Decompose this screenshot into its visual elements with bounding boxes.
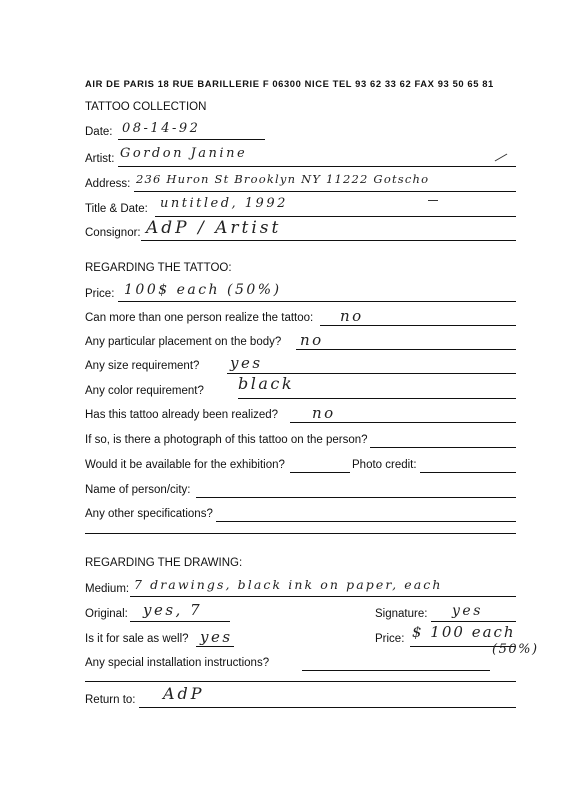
drawing-price-label: Price: bbox=[375, 633, 405, 645]
return-to-label: Return to: bbox=[85, 694, 136, 706]
return-to-value[interactable]: AdP bbox=[163, 684, 205, 703]
available-label: Would it be available for the exhibition? bbox=[85, 459, 285, 471]
for-sale-line bbox=[196, 646, 234, 647]
tattoo-price-line bbox=[118, 301, 516, 302]
color-line bbox=[238, 398, 516, 399]
other-specs-line-2[interactable] bbox=[85, 533, 516, 534]
more-than-one-line bbox=[320, 325, 516, 326]
photograph-label: If so, is there a photograph of this tattoo on the person? bbox=[85, 434, 368, 446]
tattoo-section-heading: REGARDING THE TATTOO: bbox=[85, 262, 232, 274]
return-to-line bbox=[139, 707, 516, 708]
name-city-line[interactable] bbox=[196, 497, 516, 498]
signature-label: Signature: bbox=[375, 608, 428, 620]
placement-line bbox=[296, 349, 516, 350]
other-specs-label: Any other specifications? bbox=[85, 508, 213, 520]
address-line bbox=[134, 191, 516, 192]
original-value[interactable]: yes, 7 bbox=[143, 601, 203, 619]
other-specs-line[interactable] bbox=[216, 521, 516, 522]
gallery-address-header: AIR DE PARIS 18 RUE BARILLERIE F 06300 NICE TEL 93 62 33 62 FAX 93 50 65 81 bbox=[85, 78, 494, 89]
artist-label: Artist: bbox=[85, 153, 115, 165]
realized-line bbox=[290, 422, 516, 423]
tattoo-price-label: Price: bbox=[85, 288, 115, 300]
consignor-label: Consignor: bbox=[85, 227, 141, 239]
consignor-line bbox=[141, 240, 516, 241]
size-label: Any size requirement? bbox=[85, 360, 200, 372]
photo-credit-label: Photo credit: bbox=[352, 459, 417, 471]
tattoo-price-value[interactable]: 100$ each (50%) bbox=[124, 282, 282, 298]
dash-mark bbox=[428, 200, 438, 201]
placement-value[interactable]: no bbox=[300, 331, 324, 349]
check-mark bbox=[495, 154, 508, 162]
drawing-price-note: (50%) bbox=[492, 642, 539, 657]
drawing-section-heading: REGARDING THE DRAWING: bbox=[85, 557, 243, 569]
original-line bbox=[130, 621, 230, 622]
signature-line bbox=[431, 621, 516, 622]
title-date-line bbox=[155, 216, 516, 217]
medium-label: Medium: bbox=[85, 583, 130, 595]
available-line[interactable] bbox=[290, 472, 350, 473]
medium-line bbox=[130, 596, 516, 597]
installation-line-2[interactable] bbox=[85, 681, 516, 682]
drawing-price-value[interactable]: $ 100 each bbox=[412, 623, 516, 641]
realized-value[interactable]: no bbox=[312, 404, 336, 422]
address-label: Address: bbox=[85, 178, 131, 190]
photograph-line[interactable] bbox=[370, 447, 516, 448]
color-label: Any color requirement? bbox=[85, 385, 204, 397]
date-line bbox=[118, 139, 265, 140]
realized-label: Has this tattoo already been realized? bbox=[85, 409, 279, 421]
address-value[interactable]: 236 Huron St Brooklyn NY 11222 Gotscho bbox=[136, 172, 430, 186]
consignor-value[interactable]: AdP / Artist bbox=[146, 218, 282, 238]
installation-label: Any special installation instructions? bbox=[85, 657, 270, 669]
artist-value[interactable]: Gordon Janine bbox=[120, 146, 248, 161]
date-value[interactable]: 08-14-92 bbox=[122, 121, 201, 136]
original-label: Original: bbox=[85, 608, 128, 620]
more-than-one-label: Can more than one person realize the tattoo: bbox=[85, 312, 314, 324]
installation-line[interactable] bbox=[302, 670, 490, 671]
placement-label: Any particular placement on the body? bbox=[85, 336, 282, 348]
color-value[interactable]: black bbox=[238, 374, 295, 393]
medium-value[interactable]: 7 drawings, black ink on paper, each bbox=[134, 577, 443, 592]
signature-value[interactable]: yes bbox=[452, 603, 483, 619]
date-label: Date: bbox=[85, 126, 113, 138]
for-sale-label: Is it for sale as well? bbox=[85, 633, 189, 645]
form-title: TATTOO COLLECTION bbox=[85, 101, 207, 113]
more-than-one-value[interactable]: no bbox=[340, 307, 364, 325]
for-sale-value[interactable]: yes bbox=[200, 628, 233, 646]
size-value[interactable]: yes bbox=[230, 354, 263, 372]
name-city-label: Name of person/city: bbox=[85, 484, 191, 496]
title-date-label: Title & Date: bbox=[85, 203, 148, 215]
artist-line bbox=[118, 166, 516, 167]
title-date-value[interactable]: untitled, 1992 bbox=[160, 196, 288, 211]
photo-credit-line[interactable] bbox=[420, 472, 516, 473]
